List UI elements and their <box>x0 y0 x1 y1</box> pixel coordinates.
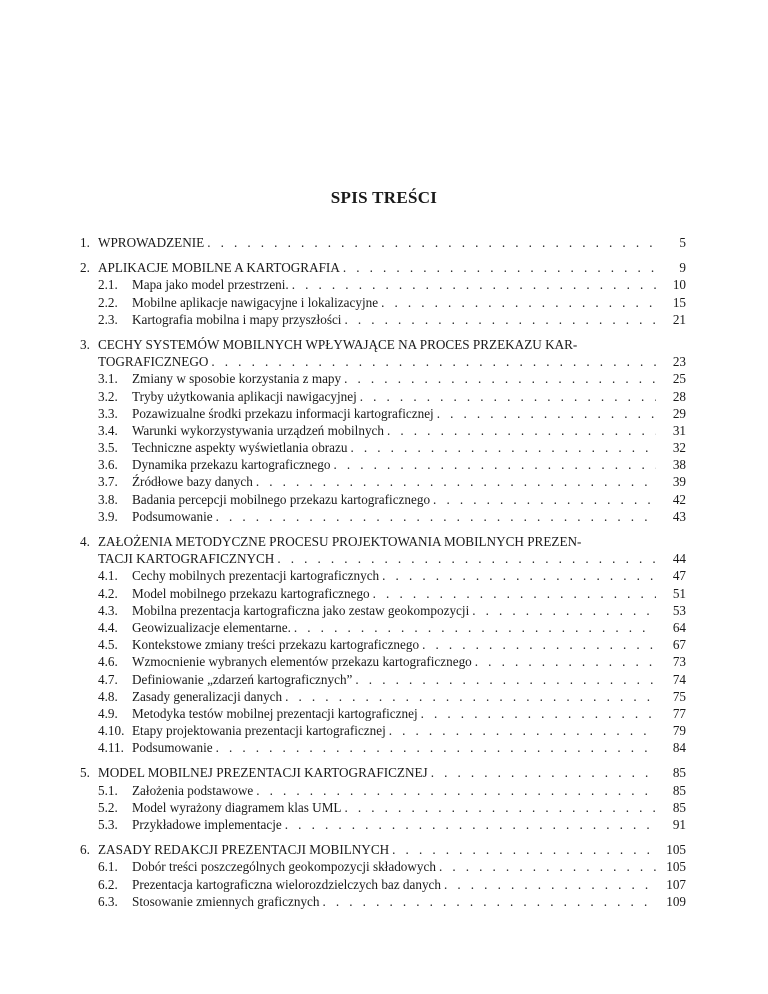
entry-line <box>132 311 686 328</box>
entry-page-number: 23 <box>656 353 686 370</box>
entry-page-number: 107 <box>656 876 686 893</box>
entry-title: Stosowanie zmiennych graficznych <box>132 893 323 910</box>
toc-section-entry[interactable] <box>80 816 686 833</box>
toc-section-entry[interactable] <box>80 893 686 910</box>
dot-leader <box>350 439 656 456</box>
entry-number: 4.4. <box>98 619 118 635</box>
entry-number: 3.4. <box>98 422 118 438</box>
toc-chapter-entry[interactable] <box>80 550 686 567</box>
entry-title: Podsumowanie <box>132 508 216 525</box>
entry-number: 5.3. <box>98 817 118 832</box>
dot-leader <box>387 422 656 439</box>
entry-line <box>132 688 686 705</box>
entry-title: Metodyka testów mobilnej prezentacji kartograficznej <box>132 705 421 722</box>
entry-line <box>98 259 686 276</box>
entry-title: Etapy projektowania prezentacji kartograficznej <box>132 722 389 739</box>
entry-page-number: 64 <box>656 619 686 636</box>
entry-page-number: 109 <box>656 893 686 910</box>
toc-chapter-heading[interactable] <box>80 533 686 550</box>
entry-line <box>132 370 686 387</box>
toc-section-entry[interactable] <box>80 508 686 525</box>
toc-chapter <box>80 336 686 525</box>
dot-leader <box>344 370 656 387</box>
entry-page-number: 74 <box>656 671 686 688</box>
entry-number: 3.3. <box>98 405 118 421</box>
toc-chapter <box>80 259 686 328</box>
dot-leader <box>285 816 656 833</box>
dot-leader <box>344 311 656 328</box>
toc-section-entry[interactable] <box>80 858 686 875</box>
dot-leader <box>381 294 656 311</box>
entry-number: 3.7. <box>98 474 118 490</box>
entry-number: 4.10. <box>98 723 125 739</box>
toc-section-entry[interactable] <box>80 636 686 653</box>
toc-chapter-heading[interactable] <box>80 336 686 353</box>
dot-leader <box>285 688 656 705</box>
toc-chapter-entry[interactable] <box>80 259 686 276</box>
entry-number: 3.5. <box>98 440 118 456</box>
entry-title-line1: ZAŁOŻENIA METODYCZNE PROCESU PROJEKTOWANIA MOBILNYCH PREZEN- <box>98 534 582 549</box>
table-of-contents <box>80 234 686 918</box>
dot-leader <box>344 799 656 816</box>
toc-section-entry[interactable] <box>80 456 686 473</box>
entry-number: 5.1. <box>98 782 118 798</box>
entry-line <box>132 276 686 293</box>
entry-line <box>132 636 686 653</box>
toc-section-entry[interactable] <box>80 473 686 490</box>
toc-section-entry[interactable] <box>80 276 686 293</box>
page-title: SPIS TREŚCI <box>330 188 438 207</box>
entry-page-number: 25 <box>656 370 686 387</box>
entry-line <box>132 876 686 893</box>
toc-section-entry[interactable] <box>80 311 686 328</box>
entry-page-number: 73 <box>656 653 686 670</box>
entry-page-number: 105 <box>656 841 686 858</box>
entry-number: 2.3. <box>98 311 118 327</box>
toc-section-entry[interactable] <box>80 799 686 816</box>
dot-leader <box>211 353 656 370</box>
entry-line <box>132 567 686 584</box>
entry-page-number: 47 <box>656 567 686 584</box>
entry-line <box>132 893 686 910</box>
toc-chapter-entry[interactable] <box>80 234 686 251</box>
dot-leader <box>355 671 656 688</box>
dot-leader <box>256 473 656 490</box>
entry-title: Techniczne aspekty wyświetlania obrazu <box>132 439 350 456</box>
entry-line <box>132 585 686 602</box>
entry-page-number: 77 <box>656 705 686 722</box>
dot-leader <box>277 550 656 567</box>
entry-page-number: 44 <box>656 550 686 567</box>
entry-page-number: 105 <box>656 858 686 875</box>
entry-number: 3.8. <box>98 491 118 507</box>
toc-section-entry[interactable] <box>80 602 686 619</box>
entry-title: Model wyrażony diagramem klas UML <box>132 799 344 816</box>
entry-title: TACJI KARTOGRAFICZNYCH <box>98 550 277 567</box>
toc-section-entry[interactable] <box>80 705 686 722</box>
entry-number: 6.2. <box>98 876 118 892</box>
entry-line <box>132 491 686 508</box>
entry-page-number: 31 <box>656 422 686 439</box>
entry-line <box>132 799 686 816</box>
toc-section-entry[interactable] <box>80 585 686 602</box>
entry-title: Przykładowe implementacje <box>132 816 285 833</box>
toc-section-entry[interactable] <box>80 739 686 756</box>
entry-number: 6.3. <box>98 893 118 909</box>
entry-page-number: 53 <box>656 602 686 619</box>
entry-line <box>132 705 686 722</box>
toc-section-entry[interactable] <box>80 405 686 422</box>
entry-line <box>98 764 686 781</box>
entry-number: 3.1. <box>98 371 118 387</box>
toc-chapter-entry[interactable] <box>80 841 686 858</box>
entry-number: 4.11. <box>98 740 124 756</box>
entry-page-number: 10 <box>656 276 686 293</box>
entry-line <box>132 722 686 739</box>
entry-title: Zasady generalizacji danych <box>132 688 285 705</box>
entry-title: Badania percepcji mobilnego przekazu kartograficznego <box>132 491 433 508</box>
entry-number: 3. <box>80 336 90 352</box>
entry-number: 5. <box>80 765 90 781</box>
dot-leader <box>343 259 656 276</box>
dot-leader <box>444 876 656 893</box>
entry-line <box>132 439 686 456</box>
entry-line <box>98 234 686 251</box>
entry-line <box>132 422 686 439</box>
entry-number: 3.9. <box>98 508 118 524</box>
entry-title: Pozawizualne środki przekazu informacji kartograficznej <box>132 405 437 422</box>
entry-title: Założenia podstawowe <box>132 782 256 799</box>
toc-section-entry[interactable] <box>80 422 686 439</box>
entry-number: 4.2. <box>98 585 118 601</box>
toc-section-entry[interactable] <box>80 782 686 799</box>
dot-leader <box>294 619 656 636</box>
entry-title: Dobór treści poszczególnych geokompozycji składowych <box>132 858 439 875</box>
dot-leader <box>373 585 656 602</box>
entry-line <box>132 739 686 756</box>
toc-section-entry[interactable] <box>80 653 686 670</box>
entry-title: Źródłowe bazy danych <box>132 473 256 490</box>
dot-leader <box>333 456 656 473</box>
toc-section-entry[interactable] <box>80 388 686 405</box>
entry-number: 6. <box>80 842 90 858</box>
entry-number: 4.7. <box>98 671 118 687</box>
entry-title: MODEL MOBILNEJ PREZENTACJI KARTOGRAFICZNEJ <box>98 764 431 781</box>
toc-chapter <box>80 841 686 910</box>
toc-chapter <box>80 234 686 251</box>
entry-page-number: 15 <box>656 294 686 311</box>
entry-page-number: 85 <box>656 799 686 816</box>
dot-leader <box>439 858 656 875</box>
entry-title: Mobilne aplikacje nawigacyjne i lokalizacyjne <box>132 294 381 311</box>
entry-line <box>132 456 686 473</box>
entry-title: Geowizualizacje elementarne. <box>132 619 294 636</box>
entry-line <box>132 782 686 799</box>
entry-number: 6.1. <box>98 859 118 875</box>
entry-page-number: 91 <box>656 816 686 833</box>
entry-title: Zmiany w sposobie korzystania z mapy <box>132 370 344 387</box>
entry-title: Prezentacja kartograficzna wielorozdzielczych baz danych <box>132 876 444 893</box>
entry-title: Tryby użytkowania aplikacji nawigacyjnej <box>132 388 360 405</box>
dot-leader <box>323 893 657 910</box>
entry-title: Podsumowanie <box>132 739 216 756</box>
entry-number: 2. <box>80 260 90 276</box>
entry-title: Mobilna prezentacja kartograficzna jako zestaw geokompozycji <box>132 602 472 619</box>
entry-line <box>132 473 686 490</box>
entry-number: 2.2. <box>98 294 118 310</box>
toc-chapter <box>80 533 686 756</box>
entry-line <box>132 508 686 525</box>
entry-line <box>132 405 686 422</box>
entry-number: 4.9. <box>98 705 118 721</box>
toc-section-entry[interactable] <box>80 671 686 688</box>
dot-leader <box>256 782 656 799</box>
entry-title: Model mobilnego przekazu kartograficznego <box>132 585 373 602</box>
entry-number: 5.2. <box>98 799 118 815</box>
dot-leader <box>207 234 656 251</box>
entry-title: Mapa jako model przestrzeni. <box>132 276 292 293</box>
dot-leader <box>360 388 656 405</box>
entry-page-number: 43 <box>656 508 686 525</box>
dot-leader <box>421 705 656 722</box>
dot-leader <box>216 739 656 756</box>
entry-number: 4.1. <box>98 568 118 584</box>
dot-leader <box>382 567 656 584</box>
dot-leader <box>422 636 656 653</box>
entry-number: 2.1. <box>98 277 118 293</box>
entry-line <box>132 388 686 405</box>
entry-title: Dynamika przekazu kartograficznego <box>132 456 333 473</box>
entry-page-number: 38 <box>656 456 686 473</box>
entry-page-number: 28 <box>656 388 686 405</box>
entry-page-number: 67 <box>656 636 686 653</box>
dot-leader <box>216 508 656 525</box>
toc-section-entry[interactable] <box>80 688 686 705</box>
entry-title: Warunki wykorzystywania urządzeń mobilnych <box>132 422 387 439</box>
toc-section-entry[interactable] <box>80 491 686 508</box>
dot-leader <box>433 491 656 508</box>
entry-line <box>132 816 686 833</box>
toc-chapter-entry[interactable] <box>80 353 686 370</box>
entry-page-number: 9 <box>656 259 686 276</box>
toc-chapter-entry[interactable] <box>80 764 686 781</box>
dot-leader <box>437 405 656 422</box>
toc-section-entry[interactable] <box>80 567 686 584</box>
entry-title: WPROWADZENIE <box>98 234 207 251</box>
entry-page-number: 29 <box>656 405 686 422</box>
dot-leader <box>431 764 656 781</box>
entry-line <box>132 858 686 875</box>
toc-section-entry[interactable] <box>80 722 686 739</box>
entry-page-number: 85 <box>656 782 686 799</box>
entry-line <box>132 671 686 688</box>
toc-section-entry[interactable] <box>80 619 686 636</box>
entry-number: 3.6. <box>98 457 118 473</box>
dot-leader <box>389 722 656 739</box>
toc-chapter <box>80 764 686 833</box>
entry-number: 1. <box>80 235 90 250</box>
entry-number: 4. <box>80 534 90 549</box>
dot-leader <box>392 841 656 858</box>
entry-title-line1: CECHY SYSTEMÓW MOBILNYCH WPŁYWAJĄCE NA PROCES PRZEKAZU KAR- <box>98 336 578 352</box>
entry-page-number: 84 <box>656 739 686 756</box>
entry-page-number: 21 <box>656 311 686 328</box>
entry-page-number: 85 <box>656 764 686 781</box>
entry-page-number: 75 <box>656 688 686 705</box>
entry-title: TOGRAFICZNEGO <box>98 353 211 370</box>
entry-number: 4.8. <box>98 688 118 704</box>
entry-title: Kartografia mobilna i mapy przyszłości <box>132 311 344 328</box>
toc-section-entry[interactable] <box>80 294 686 311</box>
entry-page-number: 51 <box>656 585 686 602</box>
entry-page-number: 5 <box>656 234 686 251</box>
entry-title: Kontekstowe zmiany treści przekazu kartograficznego <box>132 636 422 653</box>
entry-title: ZASADY REDAKCJI PREZENTACJI MOBILNYCH <box>98 841 392 858</box>
entry-line <box>132 619 686 636</box>
entry-line <box>98 841 686 858</box>
toc-section-entry[interactable] <box>80 439 686 456</box>
entry-line <box>98 353 686 370</box>
entry-title: Definiowanie „zdarzeń kartograficznych” <box>132 671 355 688</box>
entry-page-number: 39 <box>656 473 686 490</box>
entry-page-number: 42 <box>656 491 686 508</box>
entry-number: 4.6. <box>98 654 118 670</box>
entry-page-number: 79 <box>656 722 686 739</box>
entry-number: 3.2. <box>98 388 118 404</box>
entry-title: Cechy mobilnych prezentacji kartograficznych <box>132 567 382 584</box>
entry-number: 4.3. <box>98 602 118 618</box>
entry-number: 4.5. <box>98 637 118 653</box>
entry-title: APLIKACJE MOBILNE A KARTOGRAFIA <box>98 259 343 276</box>
toc-section-entry[interactable] <box>80 876 686 893</box>
dot-leader <box>472 602 656 619</box>
dot-leader <box>475 653 656 670</box>
dot-leader <box>292 276 656 293</box>
entry-line <box>132 602 686 619</box>
entry-page-number: 32 <box>656 439 686 456</box>
entry-line <box>98 550 686 567</box>
entry-line <box>132 294 686 311</box>
entry-title: Wzmocnienie wybranych elementów przekazu kartograficznego <box>132 653 475 670</box>
toc-section-entry[interactable] <box>80 370 686 387</box>
entry-line <box>132 653 686 670</box>
